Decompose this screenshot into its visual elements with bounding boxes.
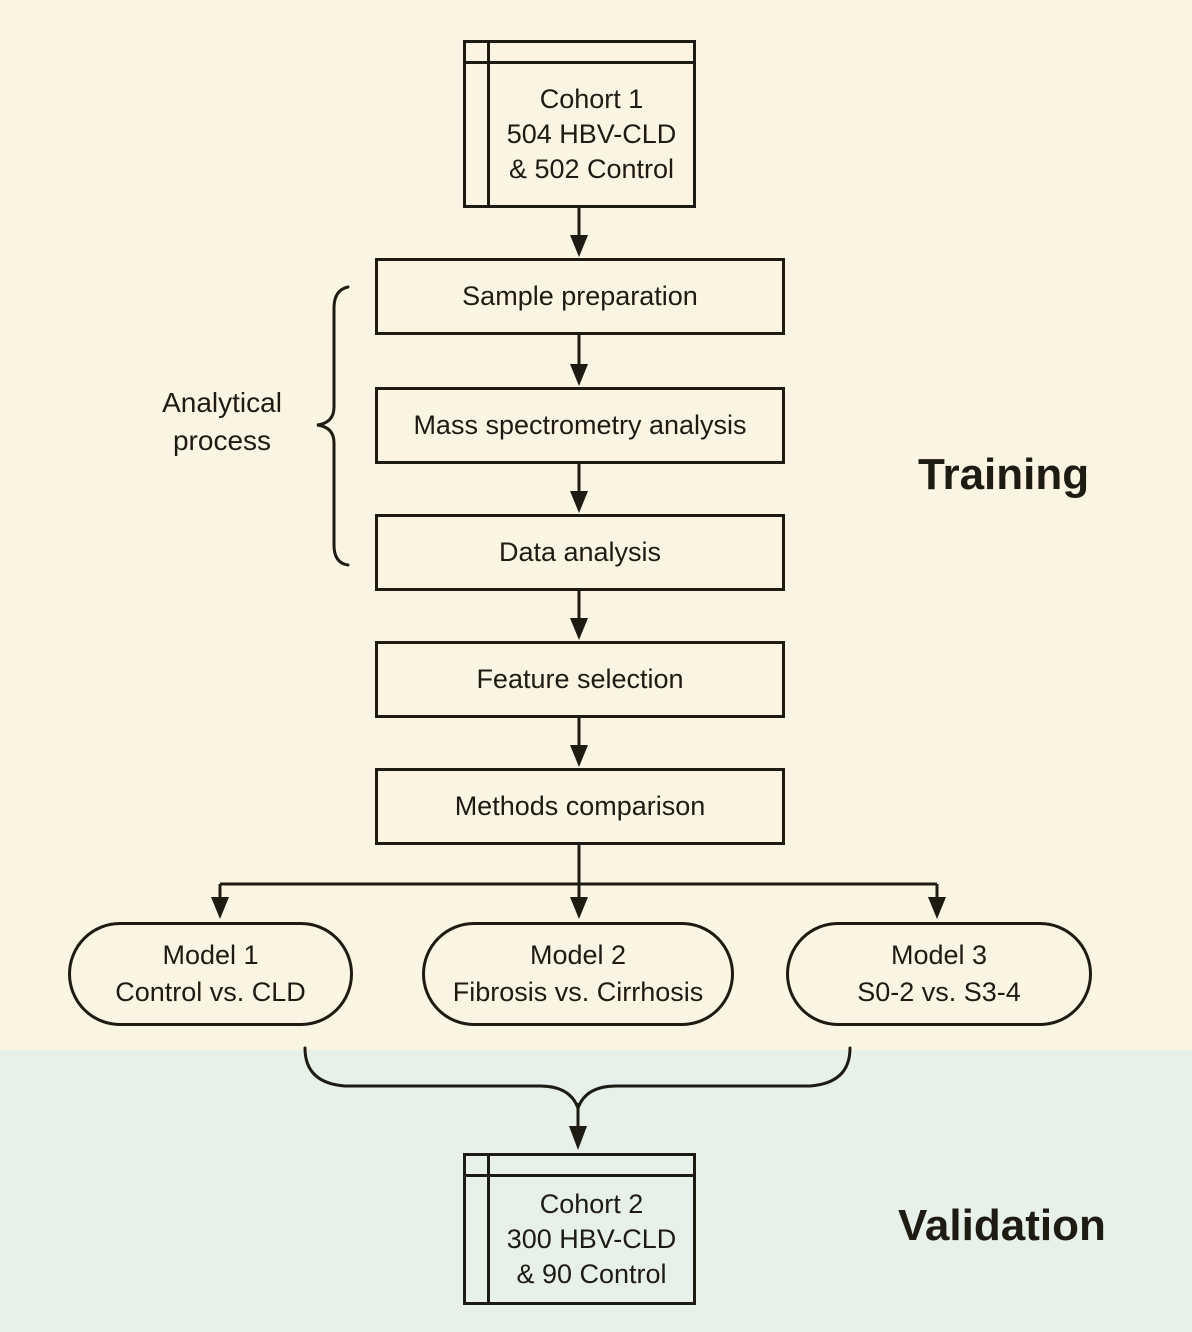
step-mass-spectrometry-analysis-label: Mass spectrometry analysis [413, 410, 747, 440]
model2-box [422, 922, 734, 1026]
cohort1-text [490, 64, 693, 205]
cohort2-box [463, 1153, 696, 1305]
cohort2-line3: & 90 Control [516, 1259, 667, 1289]
step-methods-comparison [375, 768, 785, 845]
model3-line1: Model 3 [890, 940, 988, 970]
step-data-analysis [375, 514, 785, 591]
step-sample-preparation-label: Sample preparation [462, 281, 698, 311]
cohort1-line2: 504 HBV-CLD [506, 119, 677, 149]
model2-line2: Fibrosis vs. Cirrhosis [452, 977, 704, 1007]
step-data-analysis-label: Data analysis [498, 537, 662, 567]
cohort2-text [490, 1177, 693, 1302]
cohort1-line1: Cohort 1 [539, 84, 644, 114]
model3-box [786, 922, 1092, 1026]
model1-line2: Control vs. CLD [115, 977, 306, 1007]
model1-line1: Model 1 [162, 940, 259, 970]
training-section-title: Training [918, 450, 1090, 499]
analytical-process-label-line2: process [172, 425, 272, 456]
cohort2-line1: Cohort 2 [539, 1189, 644, 1219]
step-sample-preparation [375, 258, 785, 335]
cohort2-line2: 300 HBV-CLD [506, 1224, 677, 1254]
validation-section-title: Validation [898, 1201, 1106, 1250]
cohort1-line3: & 502 Control [508, 154, 675, 184]
step-feature-selection [375, 641, 785, 718]
model1-box [68, 922, 353, 1026]
step-mass-spectrometry-analysis [375, 387, 785, 464]
step-methods-comparison-label: Methods comparison [454, 791, 706, 821]
analytical-process-label-line1: Analytical [162, 387, 282, 418]
step-feature-selection-label: Feature selection [476, 664, 684, 694]
cohort1-box [463, 40, 696, 208]
analytical-process-label [118, 384, 326, 460]
model2-line1: Model 2 [529, 940, 627, 970]
model3-line2: S0-2 vs. S3-4 [857, 977, 1021, 1007]
